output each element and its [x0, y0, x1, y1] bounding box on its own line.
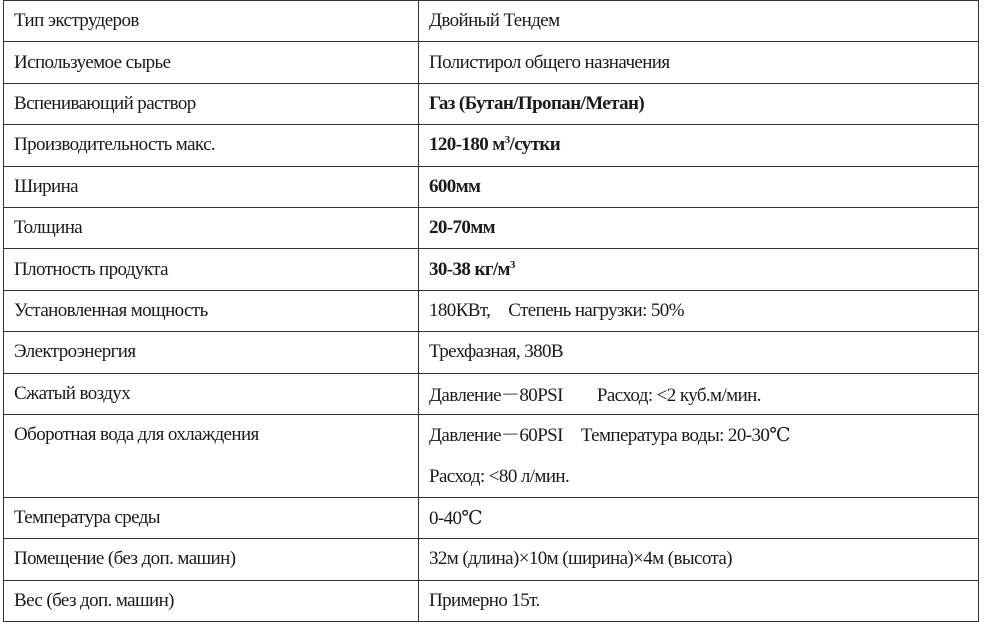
value-superscript: 3	[509, 258, 515, 271]
table-row	[4, 125, 979, 166]
row-label: Толщина	[4, 207, 419, 248]
table-row	[4, 249, 979, 290]
row-label: Оборотная вода для охлаждения	[4, 414, 419, 497]
table-row	[4, 539, 979, 580]
row-value	[419, 249, 979, 290]
value-part-a: Давление－60PSI	[429, 424, 563, 446]
table-row	[4, 166, 979, 207]
row-label: Помещение (без доп. машин)	[4, 539, 419, 580]
value-main: 120-180 м	[429, 134, 505, 156]
value-line-2: Расход: <80 л/мин.	[429, 465, 570, 487]
row-value: Полистирол общего назначения	[419, 42, 979, 83]
row-label: Электроэнергия	[4, 332, 419, 373]
table-row	[4, 42, 979, 83]
table-row	[4, 1, 979, 42]
value-part-b: Степень нагрузки: 50%	[508, 299, 684, 321]
row-label: Плотность продукта	[4, 249, 419, 290]
table-row	[4, 580, 979, 621]
row-value: 32м (длина)×10м (ширина)×4м (высота)	[419, 539, 979, 580]
table-row	[4, 414, 979, 497]
row-value: 0-40℃	[419, 497, 979, 538]
row-label: Используемое сырье	[4, 42, 419, 83]
table-row	[4, 497, 979, 538]
row-value: Газ (Бутан/Пропан/Метан)	[419, 83, 979, 124]
row-label: Сжатый воздух	[4, 373, 419, 414]
row-value	[419, 373, 979, 414]
row-value	[419, 414, 979, 497]
value-part-a: 180КВт,	[429, 299, 491, 321]
value-superscript: 3	[504, 134, 510, 147]
row-label: Производительность макс.	[4, 125, 419, 166]
row-value	[419, 125, 979, 166]
row-value	[419, 290, 979, 331]
row-value: Трехфазная, 380В	[419, 332, 979, 373]
table-row	[4, 83, 979, 124]
row-value: Двойный Тендем	[419, 1, 979, 42]
row-value: 600мм	[419, 166, 979, 207]
table-row	[4, 207, 979, 248]
spec-table	[3, 0, 979, 622]
row-value: 20-70мм	[419, 207, 979, 248]
value-part-b: Температура воды: 20-30℃	[580, 424, 790, 446]
value-tail: /сутки	[509, 134, 561, 156]
row-value: Примерно 15т.	[419, 580, 979, 621]
row-label: Ширина	[4, 166, 419, 207]
row-label: Температура среды	[4, 497, 419, 538]
table-row	[4, 373, 979, 414]
row-label: Вес (без доп. машин)	[4, 580, 419, 621]
value-line-1	[429, 415, 978, 456]
row-label: Тип экструдеров	[4, 1, 419, 42]
table-row	[4, 332, 979, 373]
table-row	[4, 290, 979, 331]
row-label: Вспенивающий раствор	[4, 83, 419, 124]
value-main: 30-38 кг/м	[429, 258, 510, 280]
row-label: Установленная мощность	[4, 290, 419, 331]
value-part-a: Давление－80PSI	[429, 385, 563, 407]
value-part-b: Расход: <2 куб.м/мин.	[596, 385, 761, 407]
